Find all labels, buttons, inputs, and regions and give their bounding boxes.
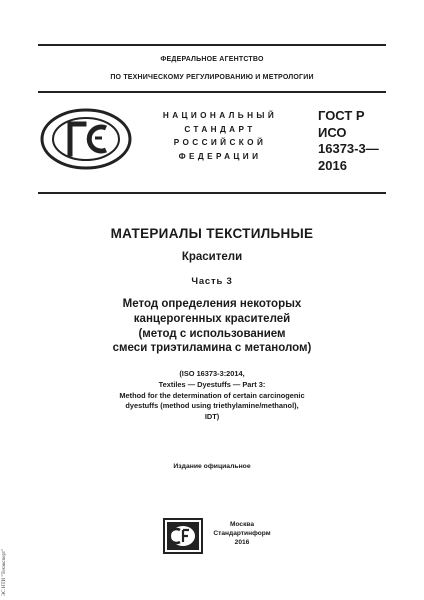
iso-line-4: dyestuffs (method using triethylamine/methanol), (125, 401, 299, 411)
method-line-1: Метод определения некоторых (122, 298, 302, 310)
gost-line-3: 16373-3— (318, 141, 379, 156)
national-line-1: НАЦИОНАЛЬНЫЙ (162, 111, 278, 120)
publisher-year: 2016 (234, 538, 250, 546)
edition-label: Издание официальное (173, 463, 251, 470)
iso-reference (38, 369, 386, 423)
gost-emblem-icon (40, 108, 132, 170)
gost-line-4: 2016 (318, 157, 347, 173)
method-line-4: смеси триэтиламина с метанолом) (112, 342, 312, 355)
document-title: МАТЕРИАЛЫ ТЕКСТИЛЬНЫЕ (110, 226, 314, 241)
national-line-2: СТАНДАРТ (184, 124, 256, 134)
gost-designation (318, 108, 398, 174)
method-line-2: канцерогенных красителей (133, 312, 291, 325)
iso-line-2: Textiles — Dyestuffs — Part 3: (158, 379, 266, 389)
publisher-name: Стандартинформ (213, 529, 271, 537)
gost-line-1: ГОСТ Р (318, 108, 365, 123)
side-stamp: ЭС НТИ "Техэксперт" (2, 548, 7, 596)
national-line-3: РОССИЙСКОЙ (173, 138, 267, 147)
iso-line-3: Method for the determination of certain carcinogenic (119, 390, 305, 400)
document-subtitle: Красители (181, 251, 243, 263)
standartinform-logo-icon (163, 518, 203, 554)
agency-name-line-2: ПО ТЕХНИЧЕСКОМУ РЕГУЛИРОВАНИЮ И МЕТРОЛОГИИ (110, 74, 314, 81)
publisher-info (207, 521, 277, 547)
iso-line-5: IDT) (204, 412, 220, 422)
gost-line-2: ИСО (318, 124, 347, 140)
top-divider (38, 44, 386, 46)
document-part: Часть 3 (191, 276, 233, 287)
publisher-city: Москва (229, 521, 255, 528)
iso-line-1: (ISO 16373-3:2014, (179, 369, 245, 378)
national-standard-label (150, 109, 290, 163)
method-line-3: (метод с использованием (138, 327, 286, 340)
national-line-4: ФЕДЕРАЦИИ (178, 151, 262, 161)
header-divider (38, 91, 386, 93)
title-divider (38, 192, 386, 194)
method-title (38, 297, 386, 356)
agency-name-line-1: ФЕДЕРАЛЬНОЕ АГЕНТСТВО (160, 56, 264, 63)
